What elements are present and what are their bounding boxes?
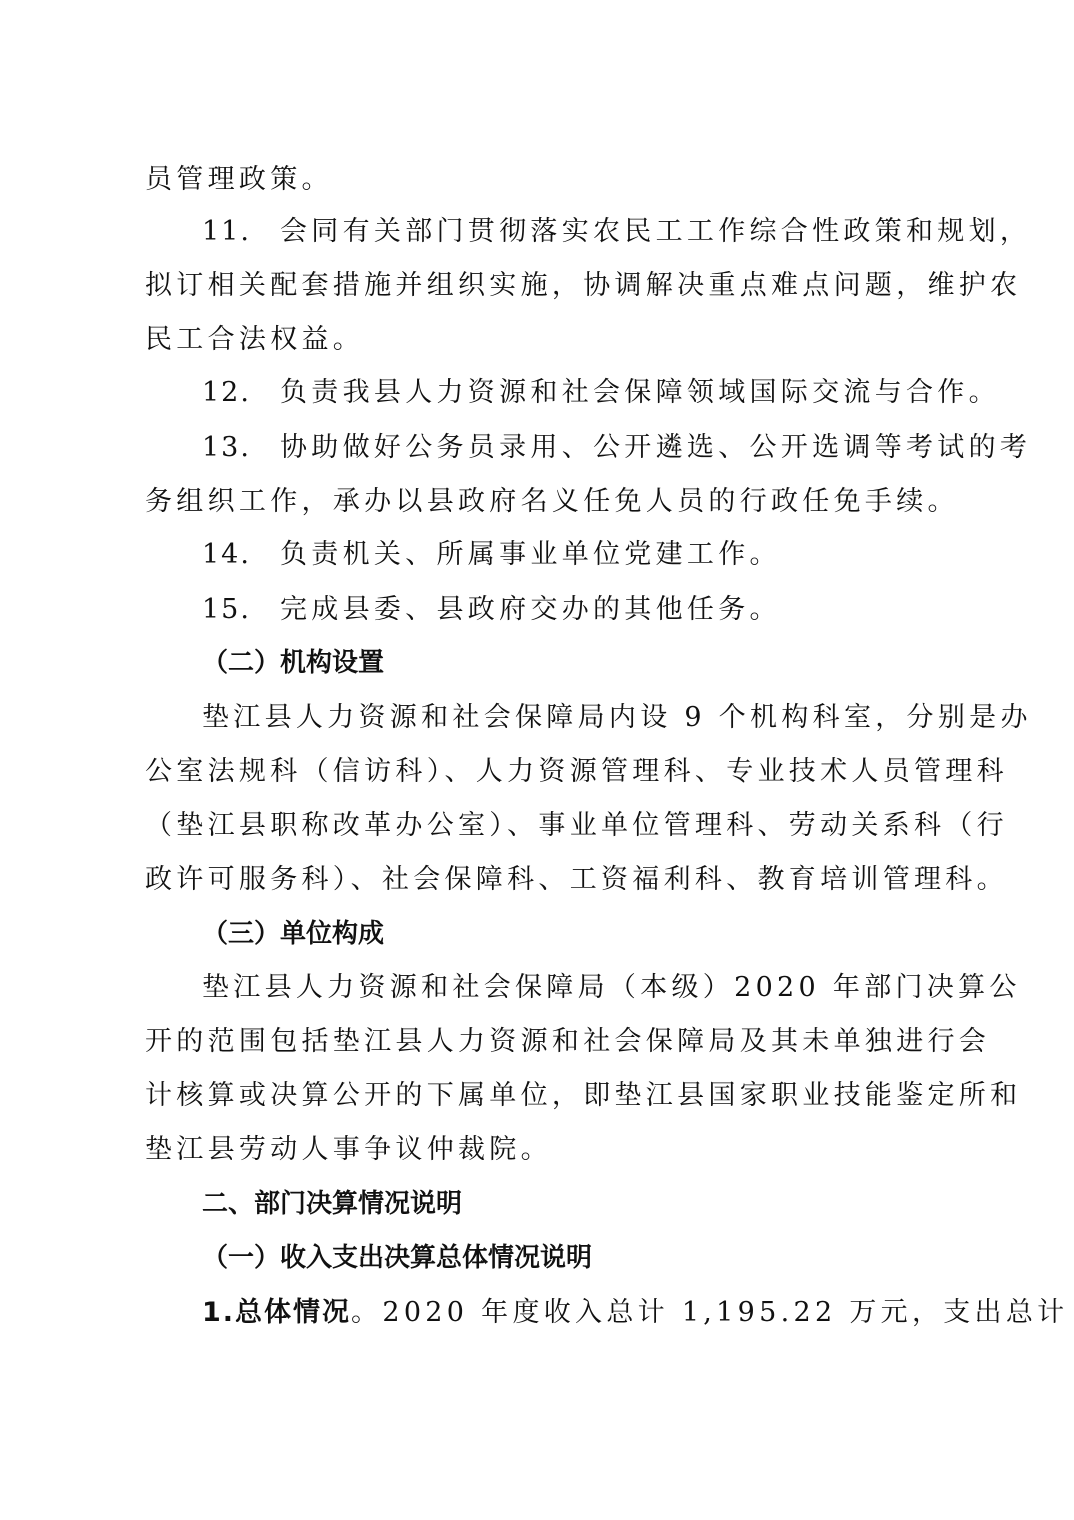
item-text: 完成县委、县政府交办的其他任务。 (280, 594, 781, 625)
section-heading-2-1: （一）收入支出决算总体情况说明 (202, 1243, 593, 1273)
paragraph-line: 垫江县人力资源和社会保障局内设 9 个机构科室，分别是办 (202, 702, 1032, 733)
text-line: 民工合法权益。 (145, 324, 365, 355)
paragraph-text: 。2020 年度收入总计 1,195.22 万元，支出总计 (351, 1297, 1069, 1328)
list-item-14 (202, 535, 1002, 575)
item-text: 负责机关、所属事业单位党建工作。 (280, 539, 781, 570)
item-text: 协助做好公务员录用、公开遴选、公开选调等考试的考 (280, 432, 1032, 463)
item-number: 11. (202, 216, 251, 247)
text-line: 员管理政策。 (145, 164, 333, 195)
text-line: 开的范围包括垫江县人力资源和社会保障局及其未单独进行会 (145, 1026, 991, 1057)
text-line: 计核算或决算公开的下属单位，即垫江县国家职业技能鉴定所和 (145, 1080, 1022, 1111)
paragraph-line (202, 1293, 1069, 1333)
section-heading-unit: （三）单位构成 (202, 919, 385, 949)
item-number: 14. (202, 539, 251, 570)
list-item-13 (202, 428, 1032, 468)
text-line: （垫江县职称改革办公室）、事业单位管理科、劳动关系科（行 (145, 810, 1008, 841)
text-line: 政许可服务科）、社会保障科、工资福利科、教育培训管理科。 (145, 864, 1008, 895)
item-text: 会同有关部门贯彻落实农民工工作综合性政策和规划， (280, 216, 1032, 247)
text-line: 公室法规科（信访科）、人力资源管理科、专业技术人员管理科 (145, 756, 1008, 787)
text-line: 拟订相关配套措施并组织实施，协调解决重点难点问题，维护农 (145, 270, 1022, 301)
item-number: 13. (202, 432, 251, 463)
paragraph-line: 垫江县人力资源和社会保障局（本级）2020 年部门决算公 (202, 972, 1021, 1003)
text-line: 务组织工作，承办以县政府名义任免人员的行政任免手续。 (145, 486, 959, 517)
item-number: 15. (202, 594, 251, 625)
list-item-11 (202, 212, 1032, 252)
section-heading-org: （二）机构设置 (202, 648, 385, 678)
item-text: 负责我县人力资源和社会保障领域国际交流与合作。 (280, 377, 1000, 408)
section-heading-2: 二、部门决算情况说明 (202, 1189, 463, 1219)
item-number: 12. (202, 377, 251, 408)
list-item-15 (202, 590, 1002, 630)
list-item-12 (202, 373, 1002, 413)
text-line: 垫江县劳动人事争议仲裁院。 (145, 1134, 552, 1165)
inline-heading: 1.总体情况 (202, 1297, 352, 1328)
